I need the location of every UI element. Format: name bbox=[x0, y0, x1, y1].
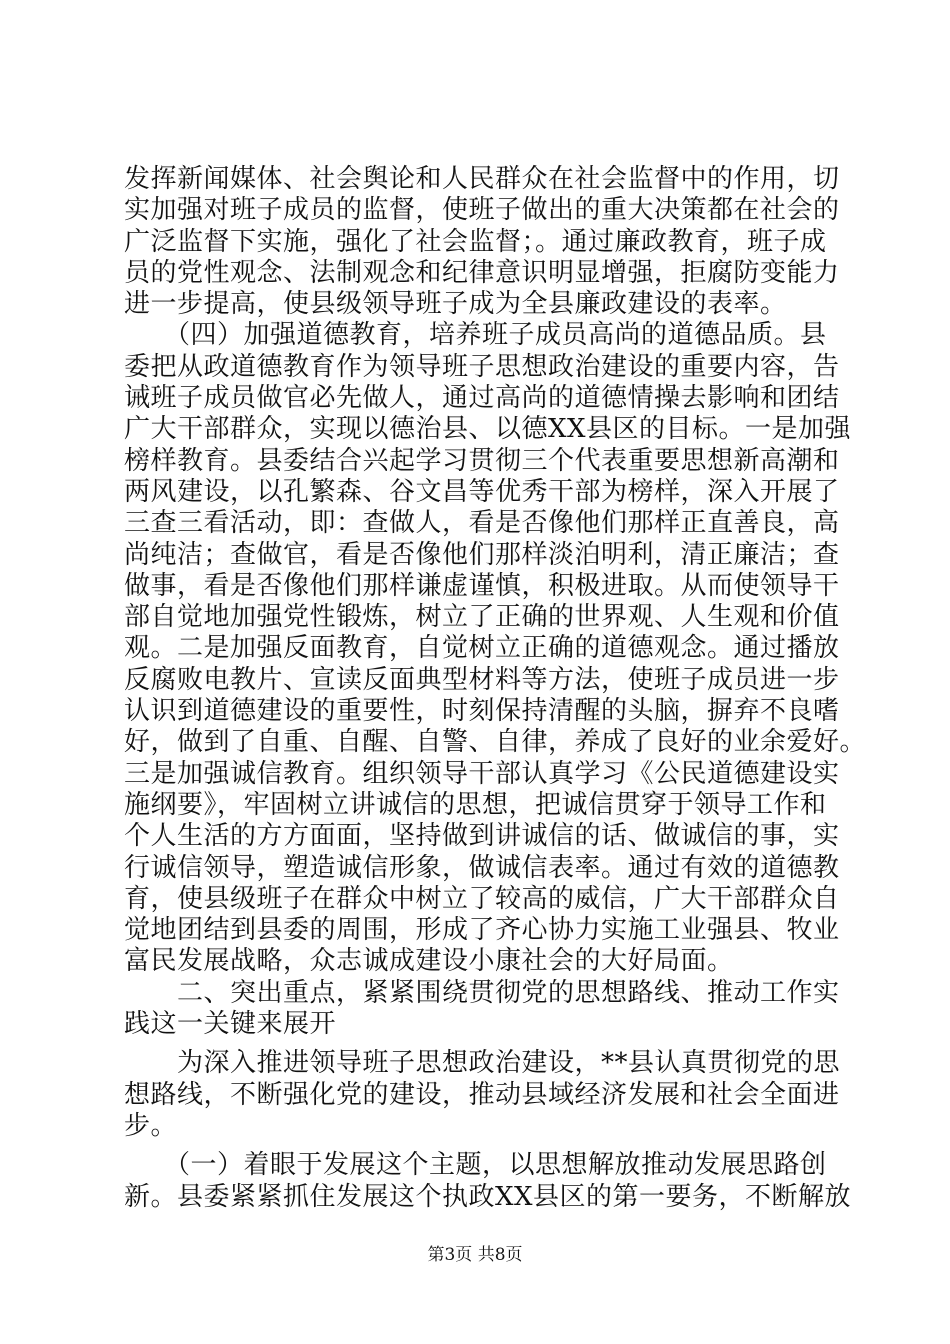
section-heading-line: 践这一关键来展开 bbox=[124, 1009, 337, 1040]
text-line: 观。二是加强反面教育，自觉树立正确的道德观念。通过播放 bbox=[124, 633, 840, 664]
text-line: 育，使县级班子在群众中树立了较高的威信，广大干部群众自 bbox=[124, 883, 840, 914]
text-line: 为深入推进领导班子思想政治建设，**县认真贯彻党的思 bbox=[124, 1048, 841, 1079]
text-line: 两风建设，以孔繁森、谷文昌等优秀干部为榜样，深入开展了 bbox=[124, 476, 840, 507]
text-line: 部自觉地加强党性锻炼，树立了正确的世界观、人生观和价值 bbox=[124, 602, 840, 633]
text-line: 反腐败电教片、宣读反面典型材料等方法，使班子成员进一步 bbox=[124, 664, 840, 695]
text-line: 实加强对班子成员的监督，使班子做出的重大决策都在社会的 bbox=[124, 195, 840, 226]
text-line: 诫班子成员做官必先做人，通过高尚的道德情操去影响和团结 bbox=[124, 383, 840, 414]
text-line: 广大干部群众，实现以德治县、以德XX县区的目标。一是加强 bbox=[124, 414, 852, 445]
text-line: 行诚信领导，塑造诚信形象，做诚信表率。通过有效的道德教 bbox=[124, 852, 840, 883]
text-line: 觉地团结到县委的周围，形成了齐心协力实施工业强县、牧业 bbox=[124, 915, 840, 946]
text-line: （一）着眼于发展这个主题，以思想解放推动发展思路创 bbox=[124, 1150, 827, 1181]
text-line: 好，做到了自重、自醒、自警、自律，养成了良好的业余爱好。 bbox=[124, 727, 867, 758]
text-line: 榜样教育。县委结合兴起学习贯彻三个代表重要思想新高潮和 bbox=[124, 445, 840, 476]
section-heading-line: 二、突出重点，紧紧围绕贯彻党的思想路线、推动工作实 bbox=[124, 977, 840, 1008]
text-line: 发挥新闻媒体、社会舆论和人民群众在社会监督中的作用，切 bbox=[124, 164, 840, 194]
text-line: 认识到道德建设的重要性，时刻保持清醒的头脑，摒弃不良嗜 bbox=[124, 696, 840, 727]
text-line: 三是加强诚信教育。组织领导干部认真学习《公民道德建设实 bbox=[124, 758, 840, 789]
text-line: 想路线，不断强化党的建设，推动县域经济发展和社会全面进 bbox=[124, 1079, 840, 1110]
paragraph-spacer bbox=[124, 1142, 826, 1150]
text-line: 步。 bbox=[124, 1110, 178, 1141]
text-line: 广泛监督下实施，强化了社会监督；。通过廉政教育，班子成 bbox=[124, 226, 827, 257]
text-line: 个人生活的方方面面，坚持做到讲诚信的话、做诚信的事，实 bbox=[124, 821, 840, 852]
text-line: 施纲要》，牢固树立讲诚信的思想，把诚信贯穿于领导工作和 bbox=[124, 789, 827, 820]
text-line: 三查三看活动，即：查做人，看是否像他们那样正直善良，高 bbox=[124, 508, 840, 539]
text-line: 进一步提高，使县级领导班子成为全县廉政建设的表率。 bbox=[124, 289, 787, 320]
document-body bbox=[124, 164, 867, 1213]
text-line: 委把从政道德教育作为领导班子思想政治建设的重要内容，告 bbox=[124, 351, 840, 382]
text-line: 尚纯洁；查做官，看是否像他们那样淡泊明利，清正廉洁；查 bbox=[124, 539, 840, 570]
text-line: 新。县委紧紧抓住发展这个执政XX县区的第一要务，不断解放 bbox=[124, 1181, 852, 1212]
text-line: 做事，看是否像他们那样谦虚谨慎，积极进取。从而使领导干 bbox=[124, 570, 840, 601]
page-number-footer: 第3页 共8页 bbox=[427, 1245, 523, 1265]
text-line: 富民发展战略，众志诚成建设小康社会的大好局面。 bbox=[124, 946, 734, 977]
text-line: （四）加强道德教育，培养班子成员高尚的道德品质。县 bbox=[124, 320, 827, 351]
paragraph-spacer bbox=[124, 1040, 826, 1048]
text-line: 员的党性观念、法制观念和纪律意识明显增强，拒腐防变能力 bbox=[124, 257, 840, 288]
